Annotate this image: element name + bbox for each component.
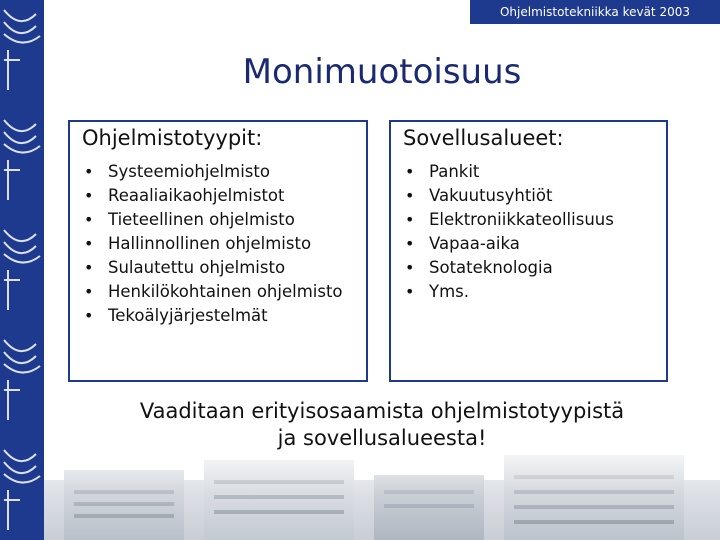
software-types-heading: Ohjelmistotyypit: (82, 126, 263, 150)
application-areas-heading: Sovellusalueet: (403, 126, 564, 150)
course-header (470, 0, 720, 24)
application-areas-box (389, 120, 668, 382)
list-item: • Yms. (403, 280, 614, 304)
decorative-side-strip (0, 0, 44, 540)
bullet-icon: • (84, 306, 94, 325)
software-types-box (68, 120, 368, 382)
torch-pattern-icon (0, 0, 44, 540)
list-item: • Tekoälyjärjestelmät (82, 304, 346, 328)
bullet-icon: • (405, 282, 415, 301)
bullet-icon: • (405, 258, 415, 277)
bullet-icon: • (84, 210, 94, 229)
course-name: Ohjelmistotekniikka kevät 2003 (499, 5, 690, 19)
list-item: • Reaaliaikaohjelmistot (82, 184, 346, 208)
list-item: • Sulautettu ohjelmisto (82, 256, 346, 280)
software-types-list (82, 160, 346, 328)
bullet-icon: • (405, 162, 415, 181)
requirement-note (44, 398, 720, 452)
bullet-icon: • (84, 162, 94, 181)
list-item: • Elektroniikkateollisuus (403, 208, 614, 232)
list-item: • Hallinnollinen ohjelmisto (82, 232, 346, 256)
application-areas-list (403, 160, 614, 304)
bullet-icon: • (405, 210, 415, 229)
list-item: • Pankit (403, 160, 614, 184)
list-item: • Systeemiohjelmisto (82, 160, 346, 184)
bullet-icon: • (84, 234, 94, 253)
bullet-icon: • (84, 282, 94, 301)
list-item: • Tieteellinen ohjelmisto (82, 208, 346, 232)
bullet-icon: • (84, 258, 94, 277)
list-item: • Sotateknologia (403, 256, 614, 280)
requirement-note-line-2: ja sovellusalueesta! (277, 426, 487, 450)
list-item: • Henkilökohtainen ohjelmisto (82, 280, 346, 304)
list-item: • Vapaa-aika (403, 232, 614, 256)
building-photo (44, 440, 720, 540)
bullet-icon: • (84, 186, 94, 205)
list-item: • Vakuutusyhtiöt (403, 184, 614, 208)
bullet-icon: • (405, 234, 415, 253)
bullet-icon: • (405, 186, 415, 205)
slide-title: Monimuotoisuus (242, 52, 522, 92)
requirement-note-line-1: Vaaditaan erityisosaamista ohjelmistotyypistä (139, 399, 625, 423)
